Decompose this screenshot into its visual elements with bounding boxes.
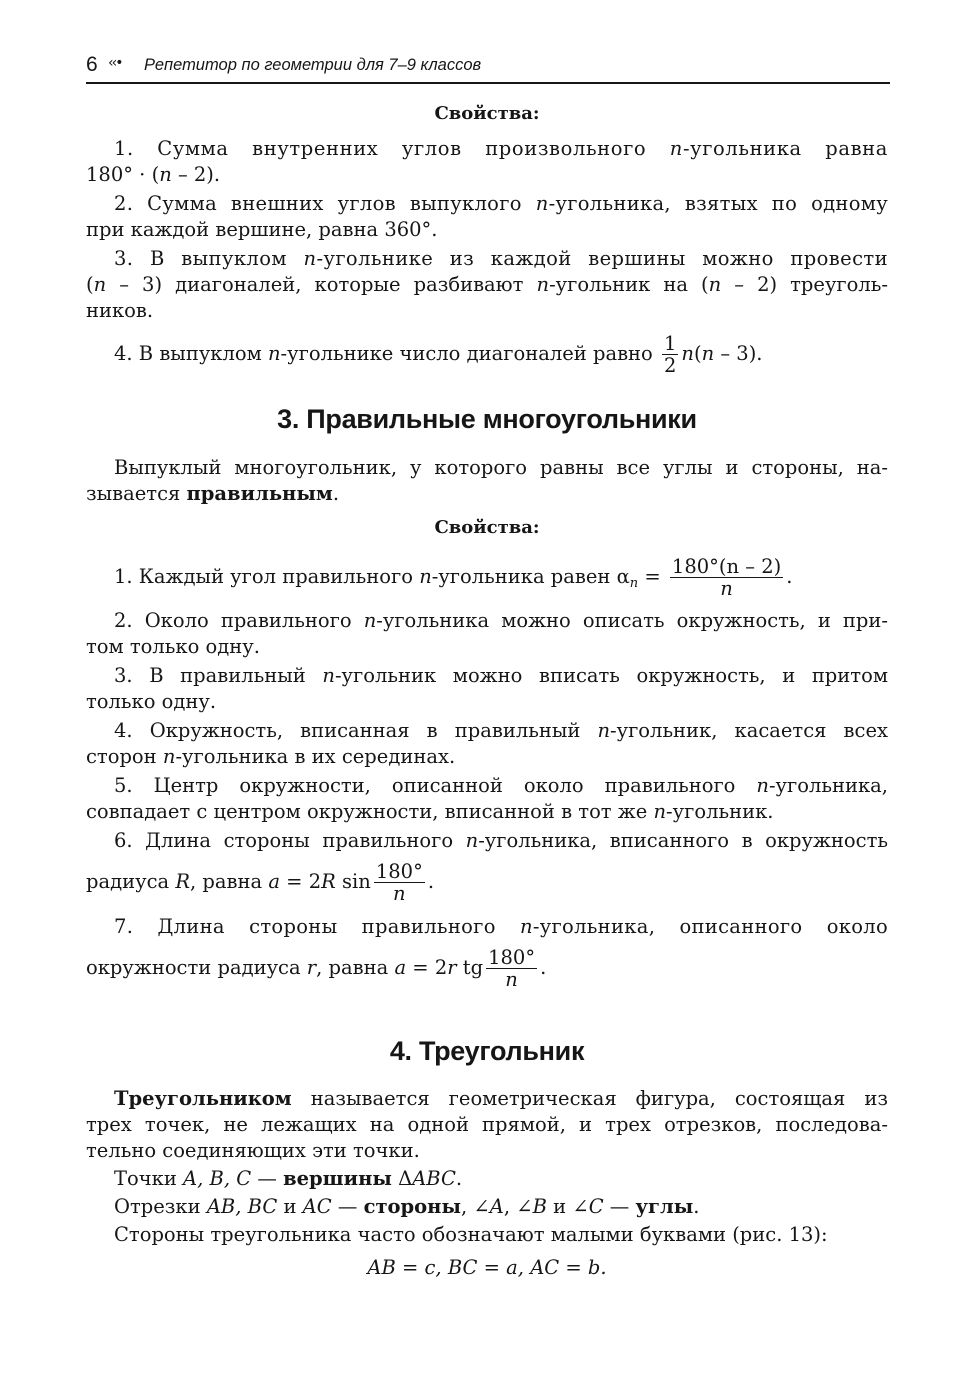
- tangent-argument-fraction: $\frac{180^\circ}{n}$: [488, 945, 536, 991]
- triangle-notation-line: Стороны треугольника часто обозначают малыми буквами (рис. 13):: [114, 1223, 828, 1246]
- regular-property-3-line-2: только одну.: [86, 690, 217, 713]
- triangle-sides-angles-line: Отрезки AB, BC и AC — стороны, ∠A, ∠B и ∠C — углы.: [114, 1195, 700, 1218]
- page-number: 6: [86, 53, 98, 76]
- regular-definition-line-2: зывается правильным.: [86, 482, 340, 505]
- property-3-line-3: ников.: [86, 299, 154, 322]
- triangle-definition-line-3: тельно соединяющих эти точки.: [86, 1139, 420, 1162]
- regular-property-2-line-2: том только одну.: [86, 635, 260, 658]
- regular-property-4-line-1: 4. Окружность, вписанная в правильный n-угольник, касается всех: [114, 719, 888, 742]
- properties-title-1: Свойства:: [434, 103, 540, 124]
- property-1-line-2: 180° · (n – 2).: [86, 163, 221, 186]
- regular-definition-line-1: Выпуклый многоугольник, у которого равны все углы и стороны, на-: [114, 456, 888, 479]
- section-heading-triangle: 4. Треугольник: [389, 1036, 585, 1066]
- regular-property-7-line-2: окружности радиуса r, равна a = 2r tg $\frac{180^\circ}{n}$ .: [86, 945, 547, 991]
- regular-property-2-line-1: 2. Около правильного n-угольника можно описать окружность, и при-: [114, 609, 888, 632]
- property-2-line-2: при каждой вершине, равна 360°.: [86, 218, 438, 241]
- triangle-definition-line-2: трех точек, не лежащих на одной прямой, и трех отрезков, последова-: [86, 1113, 888, 1136]
- regular-property-3-line-1: 3. В правильный n-угольник можно вписать окружность, и притом: [114, 664, 888, 687]
- property-3-line-2: (n – 3) диагоналей, которые разбивают n-угольник на (n – 2) треуголь-: [86, 273, 888, 296]
- triangle-definition-line-1: Треугольником называется геометрическая фигура, состоящая из: [114, 1087, 888, 1110]
- triangle-vertices-line: Точки A, B, C — вершины ΔABC.: [114, 1167, 463, 1190]
- regular-property-5-line-2: совпадает с центром окружности, вписанной в тот же n-угольник.: [86, 800, 774, 823]
- regular-property-5-line-1: 5. Центр окружности, описанной около правильного n-угольника,: [114, 774, 888, 797]
- triangle-sides-formula: AB = c, BC = a, AC = b.: [367, 1256, 607, 1279]
- section-heading-regular-polygons: 3. Правильные многоугольники: [277, 404, 697, 434]
- properties-title-2: Свойства:: [434, 517, 540, 538]
- header-separator: ‹‹•: [108, 55, 122, 71]
- regular-property-7-line-1: 7. Длина стороны правильного n-угольника, описанного около: [114, 915, 888, 938]
- property-2-line-1: 2. Сумма внешних углов выпуклого n-угольника, взятых по одному: [114, 192, 888, 215]
- property-4: 4. В выпуклом n-угольнике число диагоналей равно $\frac{1}{2}$ n(n – 3).: [114, 331, 763, 377]
- regular-property-6-line-2: радиуса R, равна a = 2R sin $\frac{180^\circ}{n}$ .: [86, 859, 435, 905]
- regular-property-4-line-2: сторон n-угольника в их серединах.: [86, 745, 456, 768]
- property-3-line-1: 3. В выпуклом n-угольнике из каждой вершины можно провести: [114, 247, 889, 270]
- regular-property-1: 1. Каждый угол правильного n-угольника равен $\alpha_n$ = $\frac{180^\circ(n - 2)}{n}$ .: [114, 554, 793, 600]
- regular-property-6-line-1: 6. Длина стороны правильного n-угольника, вписанного в окружность: [114, 829, 888, 852]
- angle-formula-fraction: $\frac{180^\circ(n - 2)}{n}$: [671, 554, 782, 600]
- sine-argument-fraction: $\frac{180^\circ}{n}$: [375, 859, 423, 905]
- fraction-one-half: $\frac{1}{2}$: [663, 331, 677, 377]
- page-header: [86, 52, 890, 84]
- property-1-line-1: 1. Сумма внутренних углов произвольного n-угольника равна: [114, 137, 888, 160]
- running-title: Репетитор по геометрии для 7–9 классов: [144, 56, 482, 74]
